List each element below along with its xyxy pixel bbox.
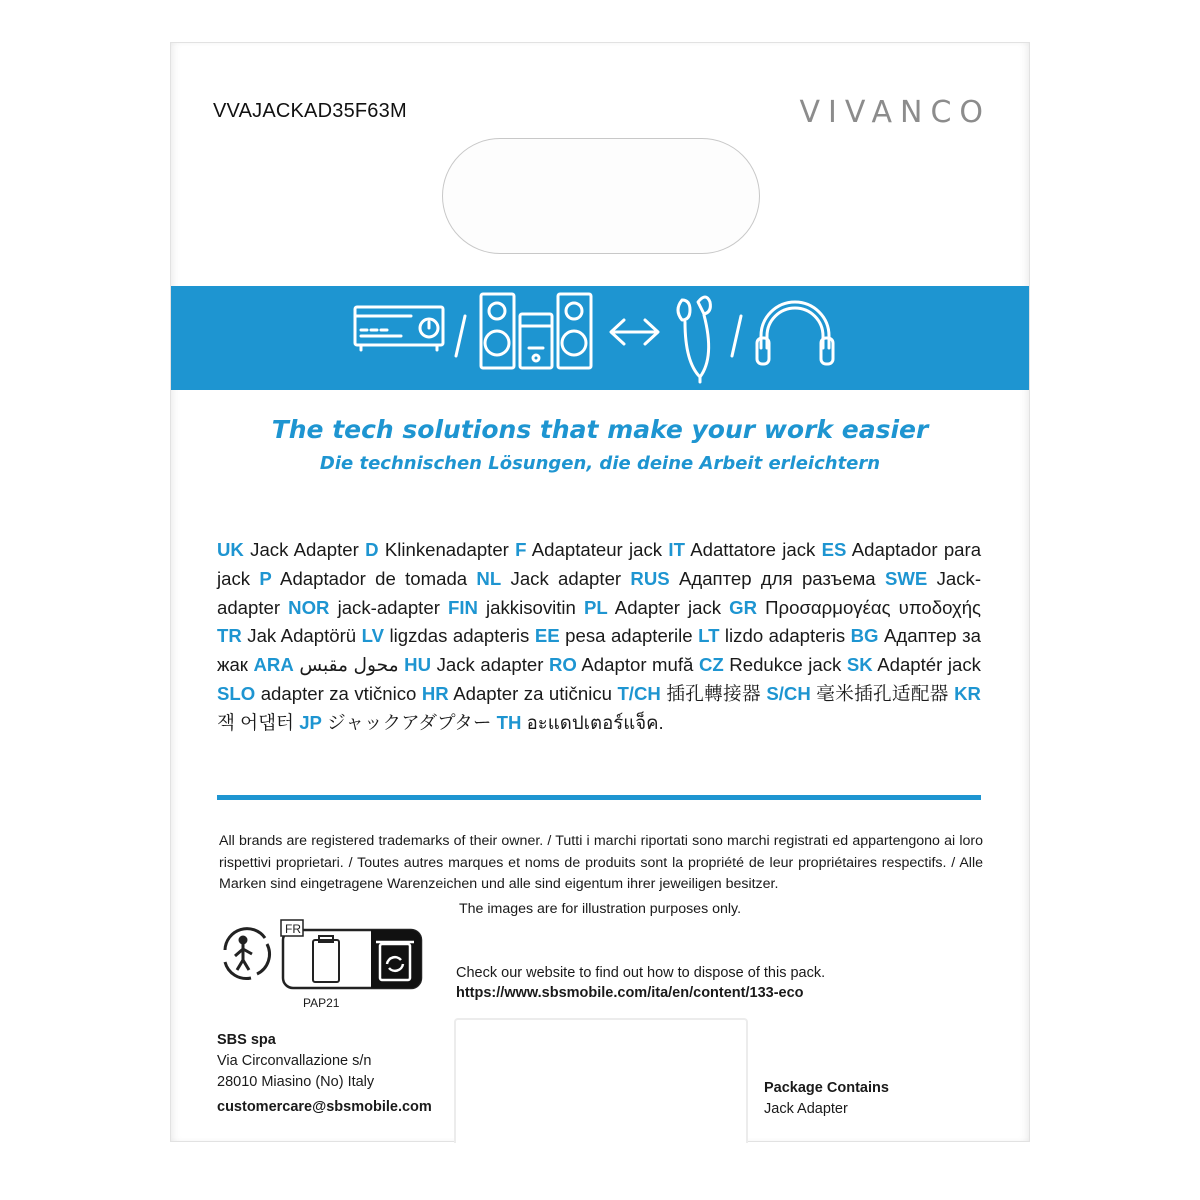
lang-text: Jack adapter <box>510 567 622 589</box>
package-item: Jack Adapter <box>764 1101 848 1117</box>
lang-code: RO <box>548 654 577 676</box>
lang-code: ES <box>821 539 847 560</box>
product-window <box>454 1018 748 1143</box>
lang-code: SK <box>846 654 873 676</box>
lang-text: 잭 어댑터 <box>217 711 295 733</box>
triman-icon <box>225 929 269 979</box>
lang-text: อะแดปเตอร์แจ็ค. <box>526 711 664 733</box>
lang-code: SWE <box>884 567 928 589</box>
brand-logo: VIVANCO <box>799 95 991 130</box>
multilingual-product-name <box>217 536 981 738</box>
trademark-notice: All brands are registered trademarks of their owner. / Tutti i marchi riportati sono marchi registrati ed appartengono ai loro rispettivi proprietari. / Toutes autres marques et noms de produits sont la propriété de leur propriétaires respectifs. / Alle Marken sind eingetragene Warenzeichen und alle sind eigentum ihrer jeweiligen besitzer. <box>219 833 983 892</box>
lang-code: TR <box>217 625 242 647</box>
lang-text: Adaptador de tomada <box>280 567 468 589</box>
lang-text: Adaptér jack <box>877 654 981 676</box>
speakers-icon <box>481 294 591 368</box>
lang-text: Προσαρμογέας υποδοχής <box>765 596 982 618</box>
lang-text: jack-adapter <box>337 596 440 618</box>
lang-code: NOR <box>288 596 330 618</box>
lang-text: Adaptor mufă <box>581 654 694 676</box>
lang-text: lizdo adapteris <box>724 625 846 647</box>
tagline-english: The tech solutions that make your work easier <box>271 415 929 444</box>
lang-text: pesa adapterile <box>565 625 693 647</box>
lang-text: Redukce jack <box>729 654 842 676</box>
recycling-label <box>215 916 430 1001</box>
lang-text: Adapter za utičnicu <box>453 682 612 704</box>
lang-text: Адаптер для разъема <box>678 567 876 589</box>
lang-code: FIN <box>447 596 478 618</box>
recycling-country: FR <box>285 922 301 936</box>
double-arrow-icon <box>611 320 658 344</box>
lang-code: LT <box>698 625 720 647</box>
carton-icon <box>313 936 339 982</box>
separator-slash <box>456 316 465 356</box>
lang-code: F <box>515 539 527 560</box>
earphones-icon <box>678 297 710 382</box>
lang-text: محول مقبس <box>299 654 399 676</box>
package-contents <box>764 1078 889 1120</box>
lang-text: Adaptador para jack <box>217 539 982 589</box>
company-name: SBS spa <box>217 1032 276 1048</box>
lang-text: 插孔轉接器 <box>666 682 761 704</box>
lang-code: HU <box>404 654 432 676</box>
material-code: PAP21 <box>303 996 340 1010</box>
lang-text: 毫米插孔适配器 <box>816 682 949 704</box>
headphones-icon <box>757 302 833 364</box>
lang-text: ligzdas adapteris <box>389 625 530 647</box>
lang-text: ジャックアダプター <box>327 711 492 733</box>
lang-text: Jack Adapter <box>250 539 359 560</box>
lang-code: CZ <box>698 654 724 676</box>
lang-code: KR <box>954 682 981 704</box>
company-city: 28010 Miasino (No) Italy <box>217 1074 375 1090</box>
lang-code: UK <box>217 539 244 560</box>
disposal-info <box>456 963 825 1003</box>
lang-code: JP <box>299 711 322 733</box>
lang-text: Adapter jack <box>614 596 722 618</box>
lang-text: Jak Adaptörü <box>247 625 357 647</box>
lang-text: Adaptateur jack <box>531 539 663 560</box>
lang-code: T/CH <box>617 682 661 704</box>
lang-code: EE <box>534 625 560 647</box>
device-icon-band <box>171 286 1029 390</box>
lang-code: NL <box>476 567 502 589</box>
company-address <box>217 1030 374 1093</box>
separator-slash <box>732 316 741 356</box>
tagline-german: Die technischen Lösungen, die deine Arbeit erleichtern <box>319 453 881 474</box>
lang-text: Klinkenadapter <box>384 539 509 560</box>
package-heading: Package Contains <box>764 1080 889 1096</box>
lang-code: S/CH <box>766 682 811 704</box>
lang-code: RUS <box>630 567 670 589</box>
lang-text: Adattatore jack <box>690 539 816 560</box>
lang-code: ARA <box>253 654 294 676</box>
support-email[interactable]: customercare@sbsmobile.com <box>217 1099 432 1115</box>
lang-text: adapter za vtičnico <box>260 682 417 704</box>
lang-text: Jack adapter <box>436 654 544 676</box>
company-street: Via Circonvallazione s/n <box>217 1053 372 1069</box>
lang-code: IT <box>668 539 685 560</box>
lang-code: BG <box>850 625 879 647</box>
illustration-note: The images are for illustration purposes only. <box>458 901 742 917</box>
lang-text: jakkisovitin <box>486 596 576 618</box>
lang-code: HR <box>421 682 449 704</box>
amplifier-icon <box>355 307 443 350</box>
hang-hole <box>442 138 760 254</box>
lang-code: LV <box>361 625 385 647</box>
disposal-link[interactable]: https://www.sbsmobile.com/ita/en/content/133-eco <box>456 985 804 1001</box>
lang-code: SLO <box>217 682 256 704</box>
divider <box>217 795 981 800</box>
lang-code: TH <box>496 711 522 733</box>
package-back-card <box>170 42 1030 1142</box>
sku-code: VVAJACKAD35F63M <box>213 100 407 122</box>
lang-code: PL <box>583 596 608 618</box>
disposal-text: Check our website to find out how to dispose of this pack. <box>456 965 826 981</box>
lang-code: D <box>365 539 379 560</box>
lang-code: P <box>259 567 272 589</box>
lang-text: Адаптер за жак <box>217 625 981 676</box>
lang-code: GR <box>729 596 758 618</box>
lang-text: Jack-adapter <box>217 567 982 618</box>
